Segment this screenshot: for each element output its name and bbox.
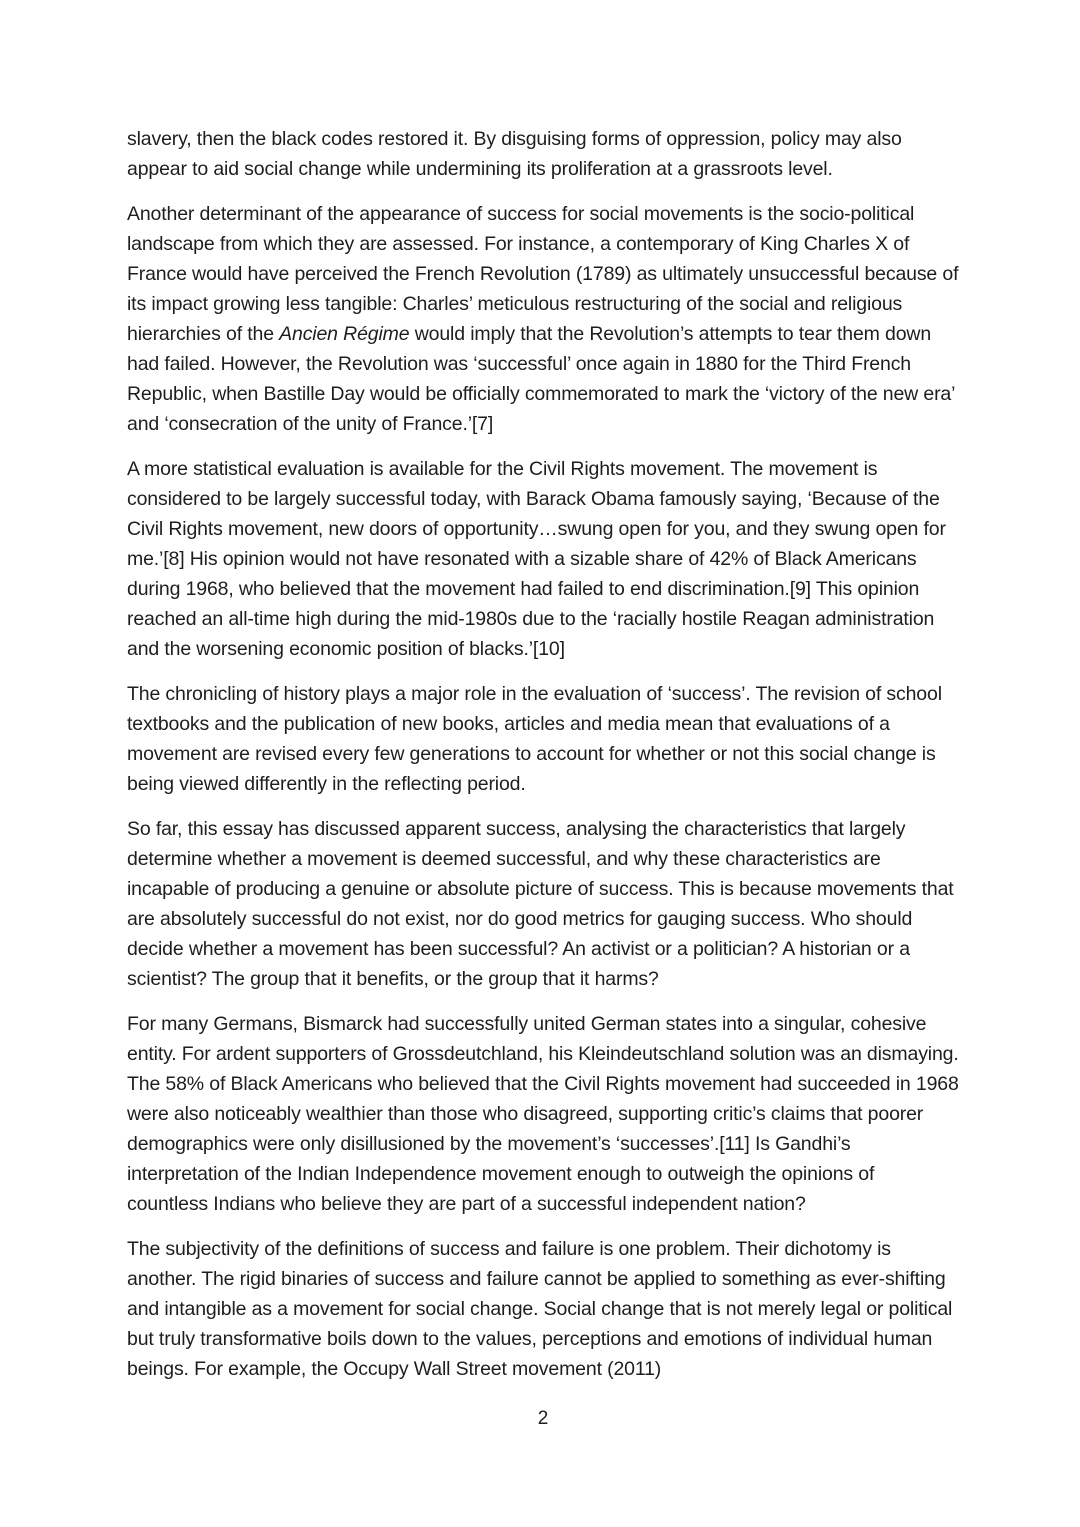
paragraph-2 <box>127 199 959 439</box>
paragraph-3: A more statistical evaluation is available for the Civil Rights movement. The movement is considered to be largely successful today, with Barack Obama famously saying, ‘Because of the Civil Rights movement, new doors of opportunity…swung open for you, and they swung open for me.’[8] His opinion would not have resonated with a sizable share of 42% of Black Americans during 1968, who believed that the movement had failed to end discrimination.[9] This opinion reached an all-time high during the mid-1980s due to the ‘racially hostile Reagan administration and the worsening economic position of blacks.’[10] <box>127 458 946 660</box>
italic-run-ancien-regime: Ancien Régime <box>279 323 410 345</box>
page-number: 2 <box>537 1408 549 1429</box>
text-run: would imply that the Revolution’s attempts to tear them down had failed. However, the Revolution was ‘successful’ once again in 1880 for the Third French Republic, when Bastille Day would be officially commemorated to mark the ‘victory of the new era’ and ‘consecration of the unity of France.’[7] <box>127 323 955 435</box>
essay-body <box>127 124 959 1399</box>
paragraph-6: For many Germans, Bismarck had successfully united German states into a singular, cohesive entity. For ardent supporters of Grossdeutchland, his Kleindeutschland solution was an dismaying. The 58% of Black Americans who believed that the Civil Rights movement had succeeded in 1968 were also noticeably wealthier than those who disagreed, supporting critic’s claims that poorer demographics were only disillusioned by the movement’s ‘successes’.[11] Is Gandhi’s interpretation of the Indian Independence movement enough to outweigh the opinions of countless Indians who believe they are part of a successful independent nation? <box>127 1013 959 1215</box>
paragraph-4: The chronicling of history plays a major role in the evaluation of ‘success’. The revision of school textbooks and the publication of new books, articles and media mean that evaluations of a movement are revised every few generations to account for whether or not this social change is being viewed differently in the reflecting period. <box>127 683 942 795</box>
paragraph-1: slavery, then the black codes restored it. By disguising forms of oppression, policy may also appear to aid social change while undermining its proliferation at a grassroots level. <box>127 128 902 180</box>
paragraph-7: The subjectivity of the definitions of success and failure is one problem. Their dichotomy is another. The rigid binaries of success and failure cannot be applied to something as ever-shifting and intangible as a movement for social change. Social change that is not merely legal or political but truly transformative boils down to the values, perceptions and emotions of individual human beings. For example, the Occupy Wall Street movement (2011) <box>127 1238 953 1380</box>
text-run: Another determinant of the appearance of success for social movements is the socio-political landscape from which they are assessed. For instance, a contemporary of King Charles X of France would have perceived the French Revolution (1789) as ultimately unsuccessful because of its impact growing less tangible: Charles’ meticulous restructuring of the social and religious hierarchies of the <box>127 203 959 345</box>
paragraph-5: So far, this essay has discussed apparent success, analysing the characteristics that largely determine whether a movement is deemed successful, and why these characteristics are incapable of producing a genuine or absolute picture of success. This is because movements that are absolutely successful do not exist, nor do good metrics for gauging success. Who should decide whether a movement has been successful? An activist or a politician? A historian or a scientist? The group that it benefits, or the group that it harms? <box>127 818 954 990</box>
